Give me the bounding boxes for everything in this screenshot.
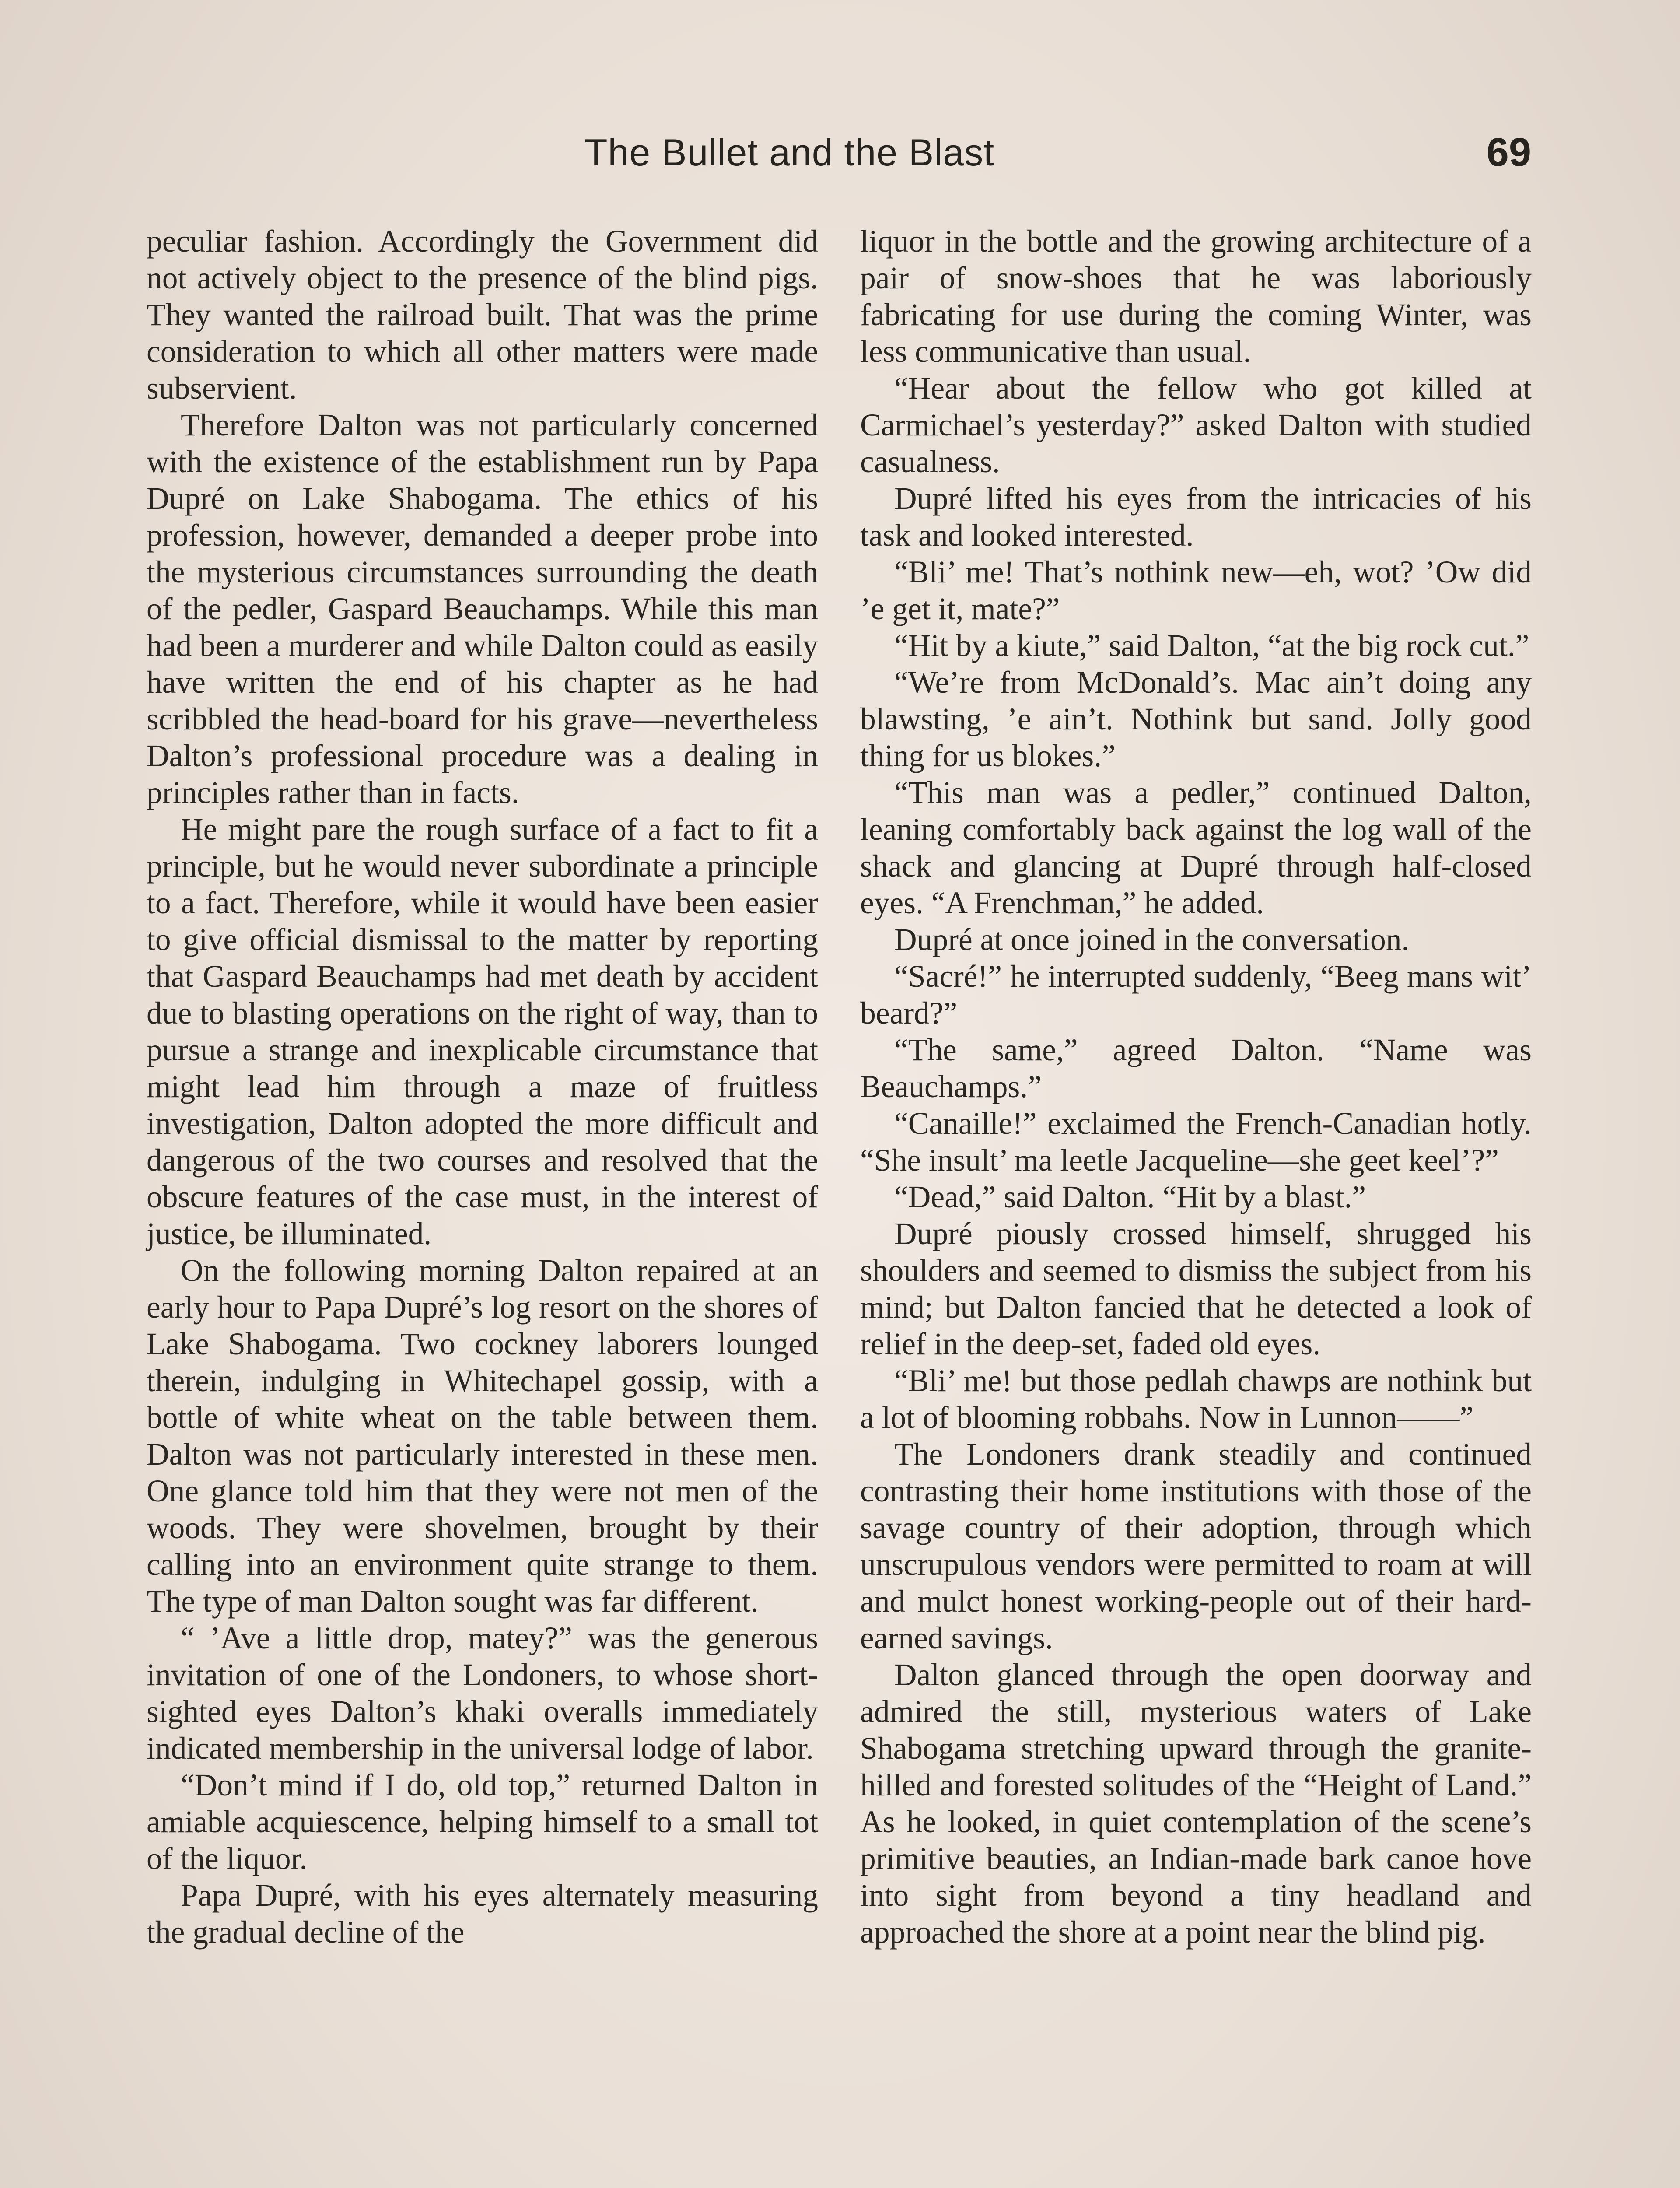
paragraph: “The same,” agreed Dalton. “Name was Beauchamps.”: [860, 1033, 1532, 1104]
right-column: [860, 223, 1532, 1951]
paragraph: peculiar fashion. Accordingly the Government did not actively object to the presence of the blind pigs. They wanted the railroad built. That was the prime consideration to which all other matters were made subservient.: [147, 224, 818, 406]
paragraph: Dupré at once joined in the conversation.: [894, 922, 1410, 957]
paragraph: “Bli’ me! but those pedlah chawps are nothink but a lot of blooming robbahs. Now in Lunnon——”: [860, 1364, 1532, 1435]
paragraph: “We’re from McDonald’s. Mac ain’t doing any blawsting, ’e ain’t. Nothink but sand. Jolly good thing for us blokes.”: [860, 665, 1532, 773]
paragraph: “Sacré!” he interrupted suddenly, “Beeg mans wit’ beard?”: [860, 959, 1532, 1031]
paragraph: “This man was a pedler,” continued Dalton, leaning comfortably back against the log wall of the shack and glancing at Dupré through half-closed eyes. “A Frenchman,” he added.: [860, 775, 1532, 920]
paragraph: Dalton glanced through the open doorway and admired the still, mysterious waters of Lake Shabogama stretching upward through the granite-hilled and forested solitudes of the “Height of Land.” As he looked, in quiet contemplation of the scene’s primitive beauties, an Indian-made bark canoe hove into sight from beyond a tiny headland and approached the shore at a point near the blind pig.: [860, 1658, 1532, 1950]
paragraph: “Bli’ me! That’s nothink new—eh, wot? ’Ow did ’e get it, mate?”: [860, 555, 1532, 626]
paragraph: The Londoners drank steadily and continued contrasting their home institutions with those of the savage country of their adoption, through which unscrupulous vendors were permitted to roam at will and mulct honest working-people out of their hard-earned savings.: [860, 1437, 1532, 1655]
paragraph: “Hear about the fellow who got killed at Carmichael’s yesterday?” asked Dalton with studied casualness.: [860, 371, 1532, 479]
paragraph: Dupré piously crossed himself, shrugged his shoulders and seemed to dismiss the subject from his mind; but Dalton fancied that he detected a look of relief in the deep-set, faded old eyes.: [860, 1217, 1532, 1361]
paragraph: Papa Dupré, with his eyes alternately measuring the gradual decline of the: [147, 1878, 818, 1950]
left-column: [147, 223, 818, 1951]
paragraph: “Hit by a kiute,” said Dalton, “at the big rock cut.”: [894, 628, 1530, 663]
paragraph: Therefore Dalton was not particularly concerned with the existence of the establishment run by Papa Dupré on Lake Shabogama. The ethics of his profession, however, demanded a deeper probe into the mysterious circumstances surrounding the death of the pedler, Gaspard Beauchamps. While this man had been a murderer and while Dalton could as easily have written the end of his chapter as he had scribbled the head-board for his grave—nevertheless Dalton’s professional procedure was a dealing in principles rather than in facts.: [147, 408, 818, 810]
running-title: The Bullet and the Blast: [584, 132, 995, 174]
paragraph: Dupré lifted his eyes from the intricacies of his task and looked interested.: [860, 481, 1532, 553]
page-number: 69: [1486, 130, 1531, 175]
paragraph: “Canaille!” exclaimed the French-Canadian hotly. “She insult’ ma leetle Jacqueline—she geet keel’?”: [860, 1106, 1532, 1178]
paragraph: On the following morning Dalton repaired at an early hour to Papa Dupré’s log resort on the shores of Lake Shabogama. Two cockney laborers lounged therein, indulging in Whitechapel gossip, with a bottle of white wheat on the table between them. Dalton was not particularly interested in these men. One glance told him that they were not men of the woods. They were shovelmen, brought by their calling into an environment quite strange to them. The type of man Dalton sought was far different.: [147, 1253, 818, 1619]
paragraph: “Dead,” said Dalton. “Hit by a blast.”: [894, 1180, 1366, 1214]
paragraph: “Don’t mind if I do, old top,” returned Dalton in amiable acquiescence, helping himself to a small tot of the liquor.: [147, 1768, 818, 1876]
paragraph: He might pare the rough surface of a fact to fit a principle, but he would never subordinate a principle to a fact. Therefore, while it would have been easier to give official dismissal to the matter by reporting that Gaspard Beauchamps had met death by accident due to blasting operations on the right of way, than to pursue a strange and inexplicable circumstance that might lead him through a maze of fruitless investigation, Dalton adopted the more difficult and dangerous of the two courses and resolved that the obscure features of the case must, in the interest of justice, be illuminated.: [147, 812, 818, 1251]
paragraph: liquor in the bottle and the growing architecture of a pair of snow-shoes that he was laboriously fabricating for use during the coming Winter, was less communicative than usual.: [860, 224, 1532, 369]
paragraph: “ ’Ave a little drop, matey?” was the generous invitation of one of the Londoners, to whose short-sighted eyes Dalton’s khaki overalls immediately indicated membership in the universal lodge of labor.: [147, 1621, 818, 1766]
